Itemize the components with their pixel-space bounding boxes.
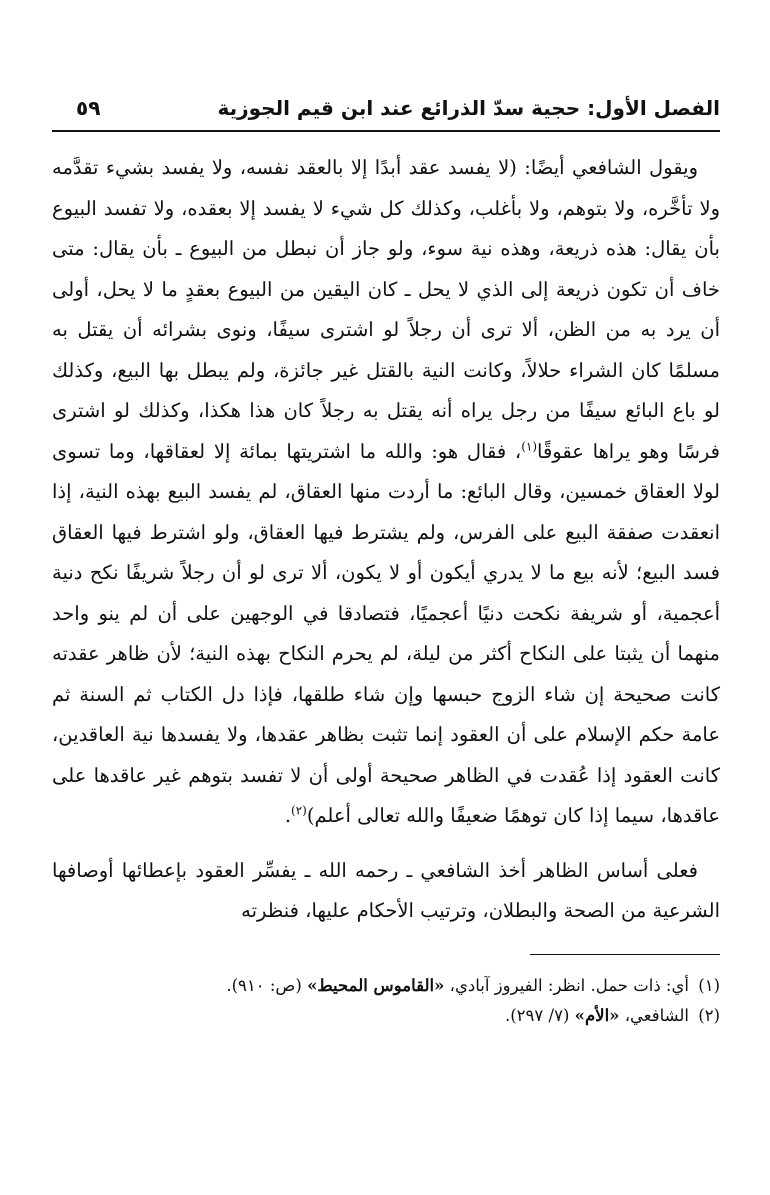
- footnote-1: [52, 971, 720, 1001]
- footnote-page-ref: (ص: ٩١٠).: [226, 975, 308, 995]
- footnotes: [52, 971, 720, 1031]
- quote-text-end: .: [284, 804, 292, 827]
- commentary-text: فعلى أساس الظاهر أخذ الشافعي ـ رحمه الله ـ يفسِّر العقود بإعطائها أوصافها الشرعية من الصحة والبطلان، وترتيب الأحكام عليها، فنظرته: [52, 858, 720, 922]
- footnote-text: الشافعي،: [619, 1005, 689, 1025]
- body-text: [52, 148, 720, 932]
- paragraph-commentary: [52, 851, 720, 932]
- quote-text-part2: ، فقال هو: والله ما اشتريتها بمائة إلا لعقاقها، وما تسوى لولا العقاق خمسين، وقال البائع: ما أردت منها العقاق، لم يفسد البيع بهذه النية، إذا انعقدت صفقة البيع على الفرس، ولم يشترط فيها العقاق، ولو اشترط فيها العقاق فسد البيع؛ لأنه بيع ما لا يدري أيكون أو لا يكون، ألا ترى لو أن رجلاً شريفًا نكح دنية أعجمية، أو شريفة نكحت دنيًا أعجميًا، فتصادقا في الوجهين على أن لم ينو واحد منهما أن يثبتا على النكاح أكثر من ليلة، لم يحرم النكاح بهذه النية؛ لأن ظاهر عقدته كانت صحيحة إن شاء الزوج حبسها وإن شاء طلقها، فإذا دل الكتاب ثم السنة ثم عامة حكم الإسلام على أن العقود إنما تثبت بظاهر عقدها، ولا يفسدها نية العاقدين، كانت العقود إذا عُقدت في الظاهر صحيحة أولى أن لا تفسد بتوهم غير عاقدها على عاقدها، سيما إذا كان توهمًا ضعيفًا والله تعالى أعلم): [52, 439, 720, 827]
- footnote-ref-2: (٢): [291, 803, 307, 818]
- footnote-ref-1: (١): [521, 439, 538, 453]
- footnote-source-title: «القاموس المحيط»: [307, 975, 445, 995]
- footnote-2: [52, 1001, 720, 1031]
- page-number: ٥٩: [76, 96, 101, 120]
- paragraph-quote: [52, 148, 720, 837]
- footnote-divider: [530, 954, 720, 955]
- chapter-title: الفصل الأول: حجية سدّ الذرائع عند ابن قيم الجوزية: [217, 96, 720, 120]
- footnote-text: أي: ذات حمل. انظر: الفيروز آبادي،: [444, 975, 689, 995]
- book-page: [52, 92, 720, 1031]
- footnote-page-ref: (٧/ ٢٩٧).: [504, 1005, 575, 1025]
- footnote-number: (٢): [698, 1005, 720, 1025]
- running-header: [52, 92, 720, 132]
- quote-text-part1: ويقول الشافعي أيضًا: (لا يفسد عقد أبدًا إلا بالعقد نفسه، ولا يفسد بشيء تقدَّمه ولا تأخَّره، ولا بتوهم، ولا بأغلب، وكذلك كل شيء لا يفسد إلا بعقده، ولا تفسد البيوع بأن يقال: هذه ذريعة، وهذه نية سوء، ولو جاز أن نبطل من البيوع ـ بأن يقال: متى خاف أن تكون ذريعة إلى الذي لا يحل ـ كان اليقين من البيوع بعقدٍ ما لا يحل، أولى أن يرد به من الظن، ألا ترى أن رجلاً لو اشترى سيفًا، ونوى بشرائه أن يقتل به مسلمًا كان الشراء حلالاً، وكانت النية بالقتل غير جائزة، ولم يبطل بها البيع، وكذلك لو باع البائع سيفًا من رجل يراه أنه يقتل به رجلاً كان هذا هكذا، وكذلك لو اشترى فرسًا وهو يراها عقوقًا: [52, 156, 720, 463]
- footnote-source-title: «الأم»: [574, 1005, 620, 1025]
- footnote-number: (١): [698, 975, 720, 995]
